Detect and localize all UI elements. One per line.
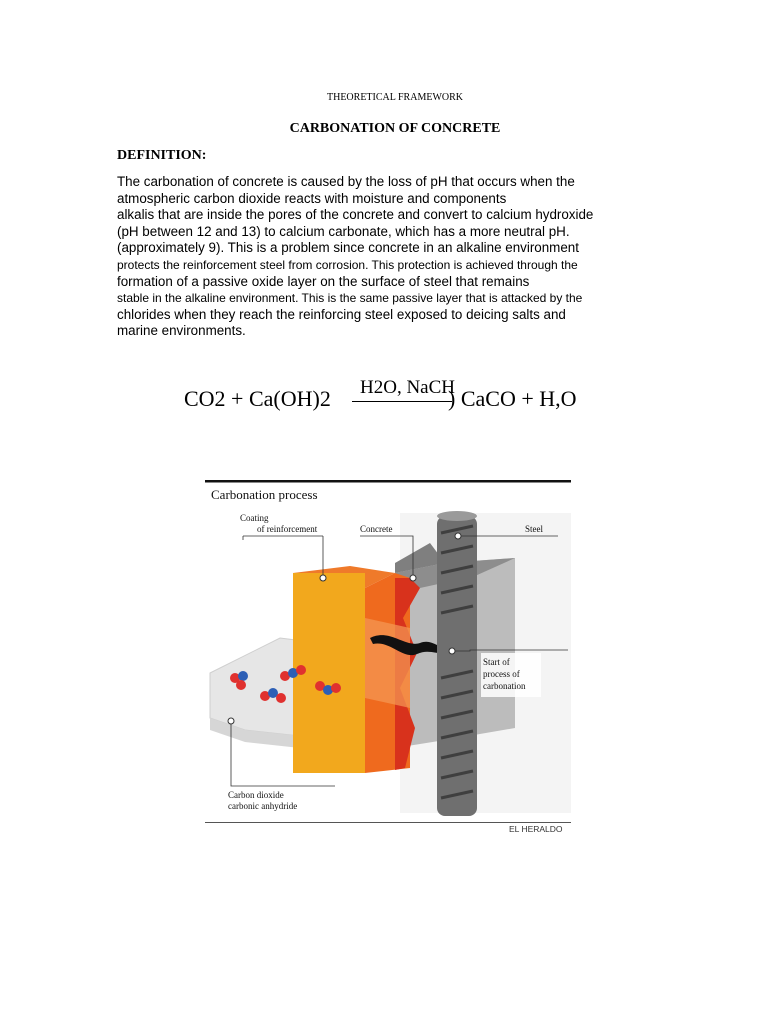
paragraph-line: protects the reinforcement steel from corrosion. This protection is achieved through the [117,257,578,272]
paragraph-line: The carbonation of concrete is caused by the loss of pH that occurs when the [117,174,575,189]
paragraph-line: (pH between 12 and 13) to calcium carbonate, which has a more neutral pH. [117,223,570,239]
label-co2-2: carbonic anhydride [228,801,298,811]
figure-top-rule [205,480,571,483]
figure-bottom-rule [205,822,571,823]
paragraph-line: alkalis that are inside the pores of the concrete and convert to calcium hydroxide [117,207,594,223]
label-coating-1: Coating [240,513,269,523]
equation-condition: H2O, NaCH [360,377,455,398]
paragraph-line: (approximately 9). This is a problem since concrete in an alkaline environment [117,240,579,256]
carbonation-diagram [205,478,571,838]
definition-paragraph [117,174,637,340]
label-concrete: Concrete [360,524,393,534]
paragraph-line: chlorides when they reach the reinforcing steel exposed to deicing salts and [117,306,566,322]
paragraph-line: marine environments. [117,323,246,339]
reaction-arrow [352,401,452,402]
paragraph-line: formation of a passive oxide layer on the surface of steel that remains [117,273,530,289]
figure-credit: EL HERALDO [509,824,563,834]
document-title: CARBONATION OF CONCRETE [289,121,501,136]
label-start-1: Start of [483,657,510,667]
carbonated-zone [365,618,410,708]
paragraph-line: stable in the alkaline environment. This is the same passive layer that is attacked by the [117,291,583,306]
equation-reactants: CO2 + Ca(OH)2 [184,386,331,411]
equation-products: ) CaCO + H,O [448,386,577,411]
label-steel: Steel [525,524,543,534]
label-start-3: carbonation [483,681,526,691]
figure-title: Carbonation process [211,487,318,502]
carbonation-process-figure [205,478,571,838]
rebar-top [437,511,477,521]
label-start-2: process of [483,669,520,679]
label-co2-1: Carbon dioxide [228,790,284,800]
label-coating-2: of reinforcement [257,524,318,534]
definition-heading: DEFINITION: [117,148,207,163]
paragraph-line: atmospheric carbon dioxide reacts with moisture and components [117,190,507,206]
document-header: THEORETICAL FRAMEWORK [326,92,463,103]
